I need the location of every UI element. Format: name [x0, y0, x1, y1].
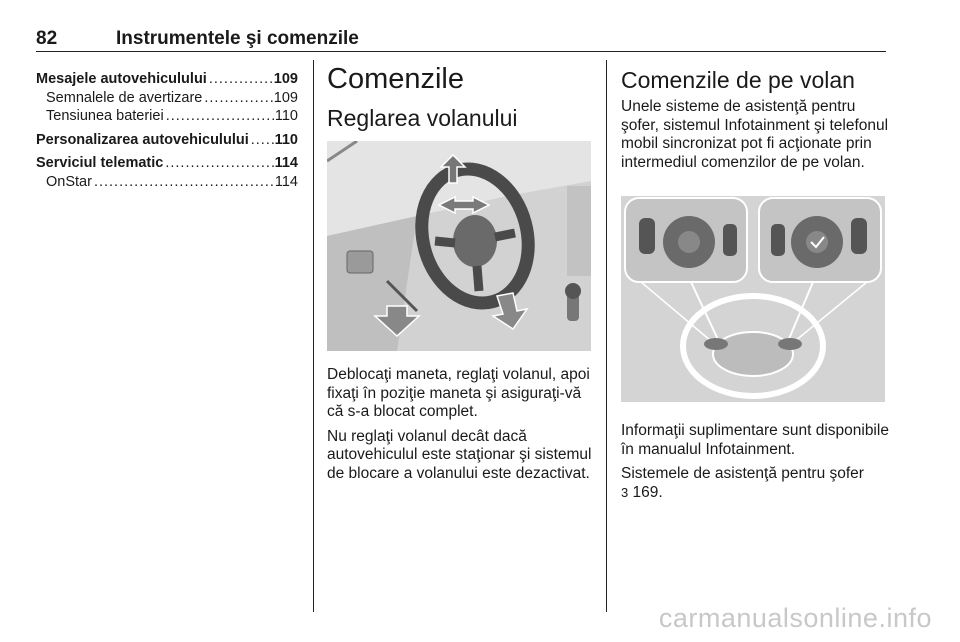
cross-reference: Sistemele de asistenţă pentru şofer 3 169.	[621, 465, 864, 501]
section-title: Comenzile de pe volan	[621, 67, 855, 93]
watermark: carmanualsonline.info	[658, 603, 932, 633]
steering-wheel-controls-illustration	[621, 196, 885, 402]
column-divider	[606, 60, 607, 612]
paragraph: Informaţii suplimentare sunt disponibile în manualul Infotainment.	[621, 422, 889, 458]
page-number: 82	[36, 28, 58, 49]
steering-controls-notes	[621, 422, 891, 508]
toc-entry[interactable]: Mesajele autovehiculului ..... 109	[36, 70, 298, 89]
toc-entry[interactable]: Serviciul telematic ..... 114	[36, 154, 298, 173]
section-title: Comenzile	[327, 63, 464, 95]
column-divider	[313, 60, 314, 612]
paragraph: Nu reglaţi volanul decât dacă autovehiculul este staţionar şi sistemul de blocare a volanului este dezactivat.	[327, 427, 592, 482]
section-comenzile	[327, 62, 595, 132]
toc-entry[interactable]: OnStar ..... 114	[36, 173, 298, 192]
page-reference-link[interactable]: 169.	[632, 483, 663, 501]
toc-entry[interactable]: Personalizarea autovehiculului ..... 110	[36, 131, 298, 150]
table-of-contents	[36, 70, 298, 191]
subsection-title: Reglarea volanului	[327, 105, 518, 131]
chapter-title: Instrumentele şi comenzile	[116, 28, 359, 49]
steering-wheel-adjustment-illustration	[327, 141, 591, 351]
section-steering-controls	[621, 66, 891, 172]
page-reference-icon: 3	[621, 484, 629, 500]
toc-entry[interactable]: Semnalele de avertizare ..... 109	[36, 89, 298, 108]
toc-entry[interactable]: Tensiunea bateriei ..... 110	[36, 107, 298, 126]
steering-adjust-text	[327, 366, 595, 489]
paragraph: Deblocaţi maneta, reglaţi volanul, apoi fixaţi în poziţie maneta şi asiguraţi-vă că s-a blocat complet.	[327, 366, 590, 420]
page-header	[36, 26, 886, 52]
paragraph: Unele sisteme de asistenţă pentru şofer, sistemul Infotainment şi telefonul mobil sincronizat pot fi acţionate prin intermediul comenzilor de pe volan.	[621, 98, 889, 171]
